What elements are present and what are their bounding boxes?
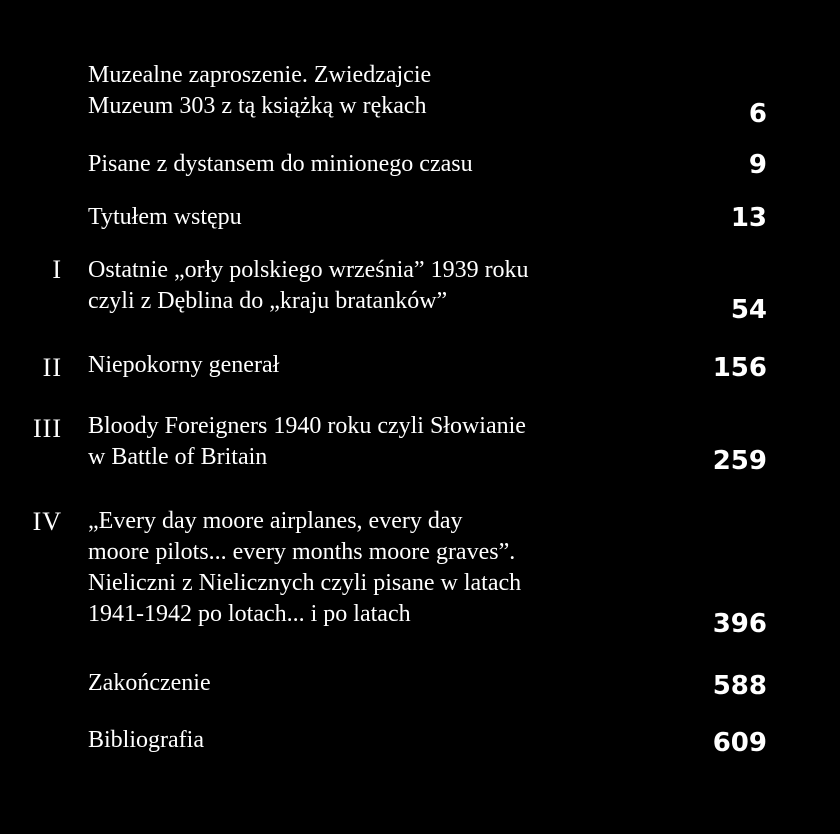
toc-entry-title-line: Niepokorny generał: [88, 352, 280, 378]
toc-entry-page-number: 6: [748, 99, 767, 129]
toc-entry-page-number: 259: [712, 446, 767, 476]
toc-entry-title-line: Nieliczni z Nielicznych czyli pisane w latach: [88, 570, 522, 596]
toc-entry-title-line: „Every day moore airplanes, every day: [88, 508, 463, 534]
toc-entry-title-line: Ostatnie „orły polskiego września” 1939 roku: [88, 257, 529, 283]
toc-entry-title: [88, 668, 688, 699]
toc-entry-page-number: 54: [730, 295, 767, 325]
toc-entry-title: [88, 506, 688, 630]
toc-entry-title: [88, 60, 688, 122]
toc-entry-title-line: moore pilots... every months moore graves”.: [88, 539, 516, 565]
toc-entry-title-line: Bloody Foreigners 1940 roku czyli Słowianie: [88, 413, 526, 439]
toc-entry-title-line: Zakończenie: [88, 670, 211, 696]
toc-entry-page-number: 156: [712, 353, 767, 383]
chapter-numeral: I: [52, 255, 62, 284]
toc-entry-title: [88, 725, 688, 756]
chapter-numeral: IV: [32, 507, 62, 536]
chapter-numeral: II: [42, 353, 62, 382]
toc-entry-title-line: 1941-1942 po lotach... i po latach: [88, 601, 411, 627]
toc-entry-title-line: Bibliografia: [88, 727, 204, 753]
toc-entry-page-number: 609: [712, 728, 767, 758]
toc-entry-title: [88, 350, 688, 381]
toc-entry-title: [88, 411, 688, 473]
toc-entry-title-line: Muzealne zaproszenie. Zwiedzajcie: [88, 62, 432, 88]
toc-entry-title-line: Muzeum 303 z tą książką w rękach: [88, 93, 427, 119]
toc-entry-title: [88, 149, 688, 180]
toc-entry-page-number: 9: [748, 150, 767, 180]
toc-entry-title-line: w Battle of Britain: [88, 444, 268, 470]
toc-entry-page-number: 396: [712, 609, 767, 639]
toc-entry-title-line: Tytułem wstępu: [88, 204, 242, 230]
toc-entry-title-line: czyli z Dęblina do „kraju bratanków”: [88, 288, 448, 314]
toc-entry-title: [88, 202, 688, 233]
toc-entry-title: [88, 255, 688, 317]
chapter-numeral: III: [33, 414, 62, 443]
toc-entry-title-line: Pisane z dystansem do minionego czasu: [88, 151, 473, 177]
toc-entry-page-number: 588: [712, 671, 767, 701]
toc-entry-page-number: 13: [730, 203, 767, 233]
